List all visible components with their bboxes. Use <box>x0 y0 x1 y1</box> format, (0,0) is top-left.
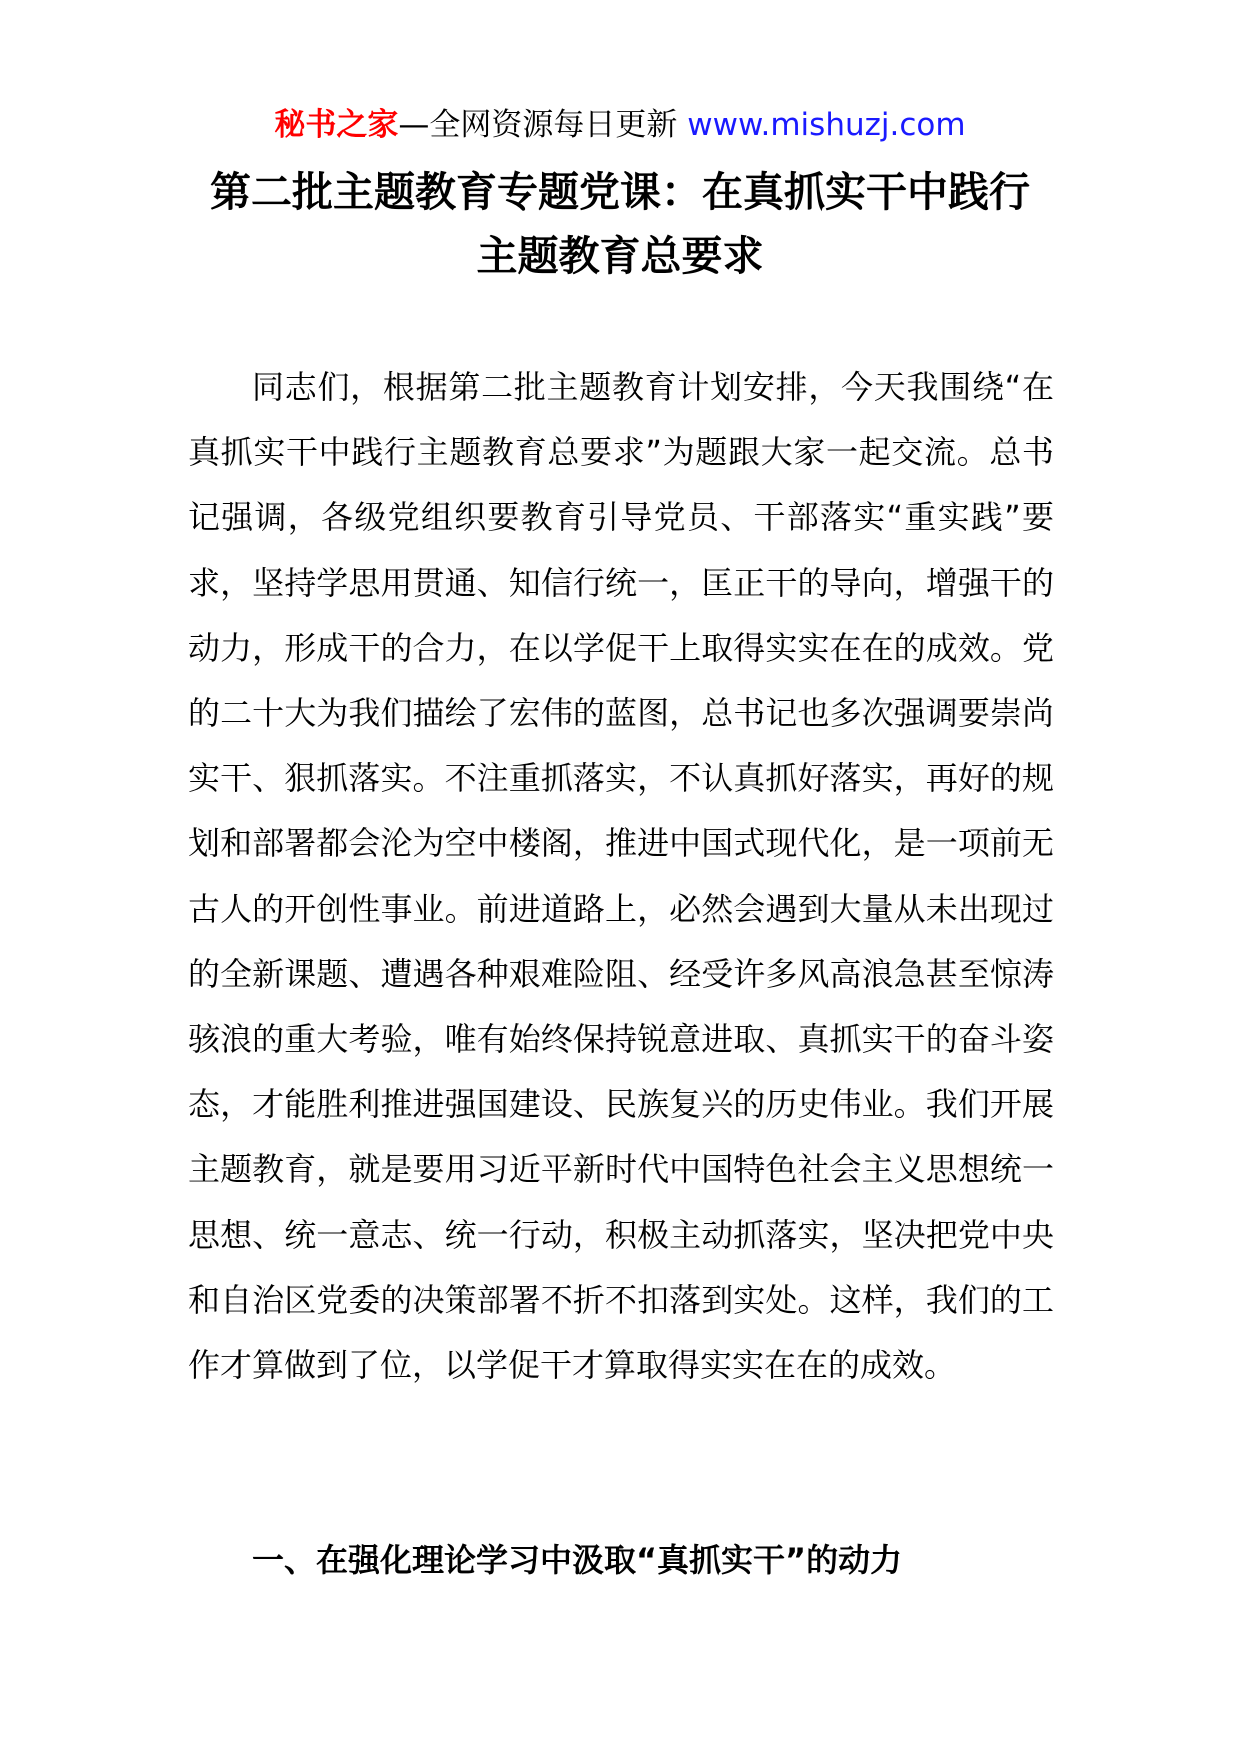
site-header <box>0 103 1240 147</box>
site-slogan: —全网资源每日更新 <box>398 107 678 143</box>
site-url[interactable]: www.mishuzj.com <box>687 107 966 143</box>
title-line-2: 主题教育总要求 <box>476 232 764 280</box>
title-line-1: 第二批主题教育专题党课：在真抓实干中践行 <box>210 168 1030 216</box>
document-title <box>190 160 1050 288</box>
body-paragraph: 同志们，根据第二批主题教育计划安排，今天我围绕“在真抓实干中践行主题教育总要求”为题跟大家一起交流。总书记强调，各级党组织要教育引导党员、干部落实“重实践”要求，坚持学思用贯通、知信行统一，匡正干的导向，增强干的动力，形成干的合力，在以学促干上取得实实在在的成效。党的二十大为我们描绘了宏伟的蓝图，总书记也多次强调要崇尚实干、狠抓落实。不注重抓落实，不认真抓好落实，再好的规划和部署都会沦为空中楼阁，推进中国式现代化，是一项前无古人的开创性事业。前进道路上，必然会遇到大量从未出现过的全新课题、遭遇各种艰难险阻、经受许多风高浪急甚至惊涛骇浪的重大考验，唯有始终保持锐意进取、真抓实干的奋斗姿态，才能胜利推进强国建设、民族复兴的历史伟业。我们开展主题教育，就是要用习近平新时代中国特色社会主义思想统一思想、统一意志、统一行动，积极主动抓落实，坚决把党中央和自治区党委的决策部署不折不扣落到实处。这样，我们的工作才算做到了位，以学促干才算取得实实在在的成效。 <box>188 368 1054 1385</box>
brand-name: 秘书之家 <box>274 107 399 143</box>
section-heading: 一、在强化理论学习中汲取“真抓实干”的动力 <box>252 1541 903 1579</box>
